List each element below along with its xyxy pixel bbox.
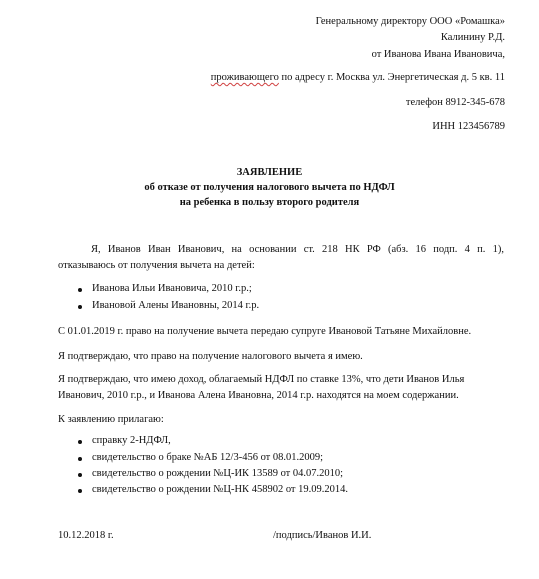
document-subtitle-2: на ребенка в пользу второго родителя	[179, 197, 360, 208]
bullet-icon	[78, 288, 82, 292]
addressee-line: Генеральному директору ООО «Ромашка»	[315, 16, 505, 27]
list-item: Ивановой Алены Ивановны, 2014 г.р.	[92, 300, 260, 311]
bullet-icon	[78, 440, 82, 444]
spellcheck-word: проживающего	[210, 72, 279, 83]
bullet-icon	[78, 305, 82, 309]
paragraph-1-line-1: Я, Иванов Иван Иванович, на основании ст. 218 НК РФ (абз. 16 подп. 4 п. 1),	[91, 244, 504, 255]
sender-inn: ИНН 123456789	[432, 121, 505, 132]
sender-address	[211, 71, 505, 84]
addressee-name: Калинину Р.Д.	[440, 32, 505, 43]
attachments-intro: К заявлению прилагаю:	[58, 414, 164, 425]
signature: /подпись/Иванов И.И.	[273, 530, 372, 541]
list-item: справку 2-НДФЛ,	[92, 435, 171, 446]
document-subtitle-1: об отказе от получения налогового вычета по НДФЛ	[144, 182, 395, 193]
paragraph-3: Я подтверждаю, что право на получение налогового вычета я имею.	[58, 351, 363, 362]
sender-address-text: по адресу г. Москва ул. Энергетическая д. 5 кв. 11	[278, 72, 505, 83]
list-item: свидетельство о рождении №Ц-ИК 13589 от 04.07.2010;	[92, 468, 344, 479]
list-item: свидетельство о рождении №Ц-НК 458902 от 19.09.2014.	[92, 484, 349, 495]
bullet-icon	[78, 473, 82, 477]
bullet-icon	[78, 489, 82, 493]
sender-name: от Иванова Ивана Ивановича,	[371, 49, 505, 60]
document-title: ЗАЯВЛЕНИЕ	[236, 167, 303, 178]
paragraph-4-line-1: Я подтверждаю, что имею доход, облагаемый НДФЛ по ставке 13%, что дети Иванов Илья	[58, 374, 465, 385]
paragraph-1-line-2: отказываюсь от получения вычета на детей:	[58, 260, 255, 271]
paragraph-4-line-2: Иванович, 2010 г.р., и Иванова Алена Ивановна, 2014 г.р. находятся на моем содержании.	[58, 390, 459, 401]
list-item: Иванова Ильи Ивановича, 2010 г.р.;	[92, 283, 252, 294]
document-date: 10.12.2018 г.	[58, 530, 114, 541]
bullet-icon	[78, 457, 82, 461]
paragraph-2: С 01.01.2019 г. право на получение вычета передаю супруге Ивановой Татьяне Михайловне.	[58, 326, 472, 337]
list-item: свидетельство о браке №АБ 12/3-456 от 08.01.2009;	[92, 452, 324, 463]
sender-phone: телефон 8912-345-678	[405, 97, 505, 108]
